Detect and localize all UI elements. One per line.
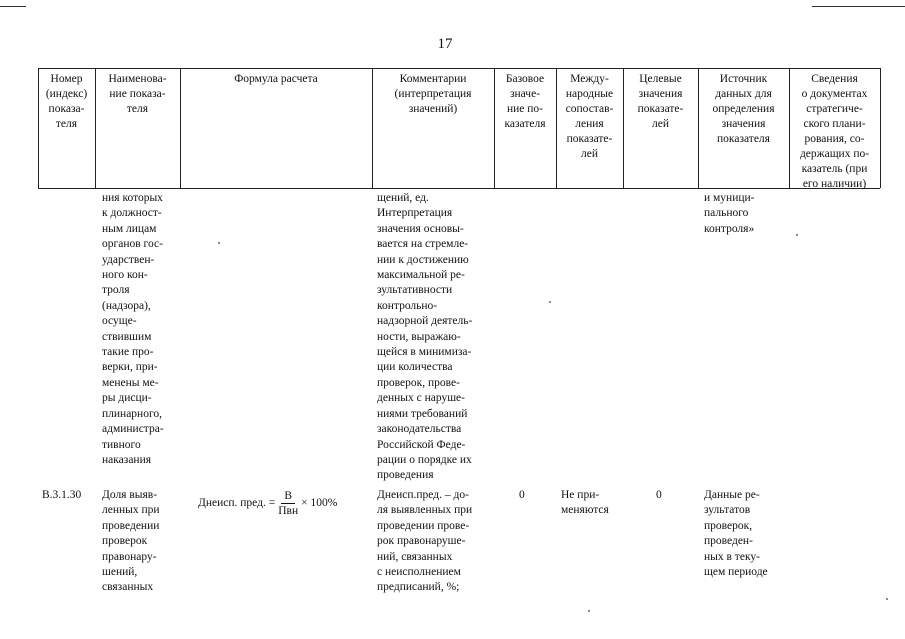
formula-fraction [278,489,298,518]
header-data-source: Источник данных для определения значения показателя [712,73,775,145]
formula-denominator: Пвн [278,504,299,517]
header-formula: Формула расчета [234,73,318,85]
header-international: Между- народные сопостав- ления показате- лей [565,73,614,160]
row-name: Доля выяв- ленных при проведении проверок правонару- шений, связанных [102,489,160,594]
row-formula [198,486,368,520]
scan-speck [549,301,551,303]
header-base-value: Базовое значе- ние по- казателя [504,73,546,130]
header-target-values: Целевые значения показате- лей [637,73,684,130]
scan-speck [796,234,798,236]
header-top-border [38,68,880,69]
table-header [38,68,880,188]
top-rule-right [812,6,905,7]
scan-speck [218,242,220,244]
header-comments: Комментарии (интерпретация значений) [394,73,472,115]
row-international: Не при- меняются [561,489,609,517]
scan-speck [886,598,888,600]
top-rule-left [0,6,26,7]
formula-rhs: × 100% [301,497,338,509]
formula-lhs: Днеисп. пред. = [198,497,276,509]
row-base-value: 0 [519,489,525,501]
header-strategic-docs: Сведения о документах стратегиче- ского плани- рования, со- держащих по- казатель (при его наличии) [799,73,870,190]
row-index: В.3.1.30 [42,489,82,501]
page-number: 17 [437,36,453,52]
continuation-name: ния которых к должност- ным лицам органов гос- ударствен- ного кон- троля (надзора), осуще- ствившим такие про- верки, при- менены ме- ры дисци- плинарного, администра- тивного наказания [102,192,164,466]
header-index: Номер (индекс) показа- теля [45,73,88,130]
header-col-border [880,68,881,188]
row-source: Данные ре- зультатов проверок, проведен- ных в теку- щем периоде [704,489,768,579]
row-target: 0 [656,489,662,501]
row-comment: Днеисп.пред. – до- ля выявленных при проведении прове- рок правонаруше- ний, связанных с неисполнением предписаний, %; [377,489,473,594]
formula-numerator: В [281,489,295,504]
continuation-comment: щений, ед. Интерпретация значения основы- вается на стремле- нии к достижению максимальной ре- зультативности контрольно- надзорной деятель- ности, выражаю- щейся в минимиза- ции количества проверок, прове- денных с наруше- ниями требований законодательства Российской Феде- рации о порядке их проведения [377,192,473,482]
continuation-source: и муници- пального контроля» [704,192,755,235]
header-bottom-border [38,188,880,189]
scan-speck [588,610,590,612]
header-name: Наименова- ние показа- теля [108,73,167,115]
